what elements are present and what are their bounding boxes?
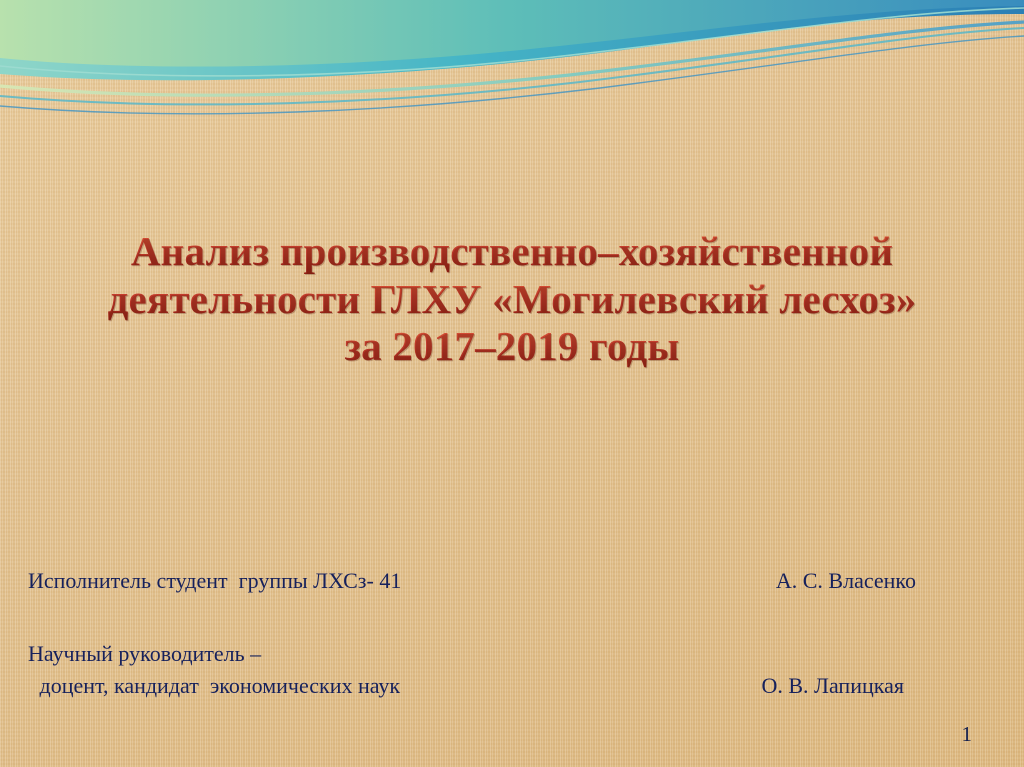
slide-title-line-2: деятельности ГЛХУ «Могилевский лесхоз» — [0, 276, 1024, 324]
advisor-row — [0, 673, 1024, 699]
advisor-name: О. В. Лапицкая — [761, 673, 904, 698]
slide-number: 1 — [961, 722, 972, 746]
performer-label: Исполнитель студент группы ЛХСз- 41 — [28, 568, 402, 593]
decorative-swoosh-icon — [0, 0, 1024, 130]
performer-name: А. С. Власенко — [775, 568, 916, 593]
performer-row — [0, 568, 1024, 594]
slide-title-line-1: Анализ производственно–хозяйственной — [0, 228, 1024, 276]
advisor-label-line-1: Научный руководитель – — [28, 641, 262, 666]
slide-title — [0, 228, 1024, 371]
advisor-label-line-2: доцент, кандидат экономических наук — [34, 673, 401, 698]
slide-title-line-3: за 2017–2019 годы — [0, 323, 1024, 371]
